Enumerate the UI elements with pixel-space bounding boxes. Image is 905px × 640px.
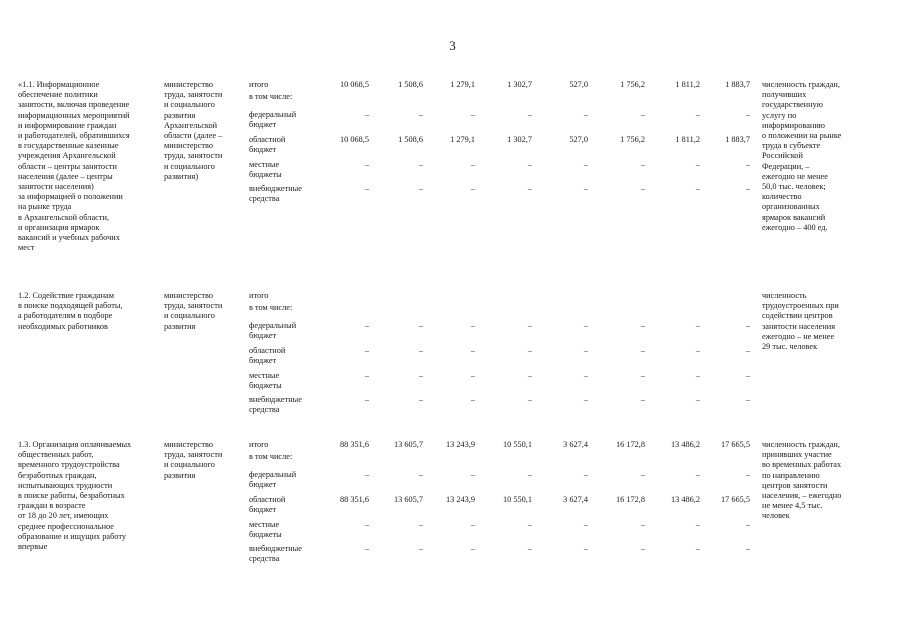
text-line: впервые [18, 542, 48, 552]
text-line: занятости, включая проведение [18, 100, 130, 110]
text-line: бюджеты [249, 170, 282, 180]
text-line: занятости населения [762, 321, 836, 331]
text-line: 1.2. Содействие гражданам [18, 291, 114, 300]
funding-value: – [640, 520, 645, 529]
funding-value: – [583, 371, 588, 380]
funding-source-label [249, 92, 331, 102]
funding-value: – [418, 160, 423, 169]
funding-source-label [249, 303, 331, 313]
funding-value: – [583, 321, 588, 330]
funding-value: – [527, 346, 532, 355]
text-line: в том числе: [249, 92, 293, 101]
text-line: «1.1. Информационное [18, 80, 100, 89]
funding-value: – [745, 544, 750, 553]
funding-value: – [364, 470, 369, 479]
text-line: безработных граждан, [18, 470, 97, 480]
funding-value: – [418, 544, 423, 553]
funding-value: 1 811,2 [675, 80, 700, 89]
funding-value: – [695, 321, 700, 330]
funding-value: – [470, 110, 475, 119]
text-line: итого [249, 440, 269, 449]
funding-value: – [695, 395, 700, 404]
funding-value: – [418, 346, 423, 355]
text-line: федеральный [249, 470, 297, 479]
funding-source-label [249, 452, 331, 462]
funding-value: – [470, 371, 475, 380]
funding-value: – [418, 110, 423, 119]
text-line: в том числе: [249, 452, 293, 461]
text-line: во временных работах [762, 460, 842, 470]
text-line: и социального [164, 311, 215, 321]
text-line: областной [249, 495, 286, 504]
text-line: временного трудоустройства [18, 460, 120, 470]
text-line: труда, занятости [164, 90, 223, 100]
funding-value: – [527, 470, 532, 479]
text-line: труда в субъекте [762, 141, 821, 151]
text-line: внебюджетные [249, 544, 302, 553]
text-line: Российской [762, 151, 803, 161]
funding-value: – [527, 544, 532, 553]
text-line: бюджет [249, 480, 277, 490]
text-line: обеспечение политики [18, 90, 98, 100]
text-line: численность граждан, [762, 440, 840, 449]
funding-value: – [640, 321, 645, 330]
funding-value: 1 756,2 [620, 135, 645, 144]
funding-value: – [640, 184, 645, 193]
text-line: внебюджетные [249, 395, 302, 404]
funding-value: 17 665,5 [720, 440, 750, 449]
text-line: средства [249, 194, 280, 204]
text-line: местные [249, 160, 280, 169]
funding-value: 1 883,7 [725, 135, 750, 144]
text-line: испытывающих трудности [18, 480, 113, 490]
funding-value: – [364, 346, 369, 355]
text-line: населения, – ежегодно [762, 491, 842, 501]
text-line: в Архангельской области, [18, 212, 109, 222]
text-line: среднее профессиональное [18, 521, 114, 531]
funding-value: – [583, 470, 588, 479]
funding-value: 10 068,5 [339, 80, 369, 89]
funding-value: – [745, 520, 750, 529]
text-line: и работодателей, обратившихся [18, 131, 130, 141]
funding-value: – [470, 395, 475, 404]
funding-value: 88 351,6 [339, 495, 369, 504]
text-line: трудоустроенных при [762, 301, 839, 311]
funding-value: – [364, 544, 369, 553]
funding-value: 10 550,1 [502, 440, 532, 449]
funding-value: – [583, 544, 588, 553]
funding-value: 1 279,1 [450, 135, 475, 144]
text-line: государственную [762, 100, 823, 110]
text-line: министерство [164, 80, 214, 89]
funding-value: – [640, 544, 645, 553]
funding-value: – [695, 470, 700, 479]
text-line: области (далее – [164, 131, 223, 141]
text-line: средства [249, 554, 280, 564]
text-line: бюджет [249, 145, 277, 155]
text-line: в поиске работы, безработных [18, 491, 125, 501]
text-line: Архангельской [164, 120, 218, 130]
text-line: ярмарок вакансий [762, 212, 826, 222]
funding-value: – [695, 371, 700, 380]
funding-value: – [745, 346, 750, 355]
funding-value: 3 627,4 [563, 495, 588, 504]
funding-value: – [470, 520, 475, 529]
funding-value: – [418, 520, 423, 529]
funding-value: – [583, 184, 588, 193]
text-line: в том числе: [249, 303, 293, 312]
text-line: вакансий и учебных рабочих [18, 233, 120, 243]
executor [164, 80, 246, 182]
funding-value: – [470, 160, 475, 169]
funding-value: – [745, 160, 750, 169]
funding-value: – [640, 346, 645, 355]
text-line: и социального [164, 161, 215, 171]
funding-value: – [418, 321, 423, 330]
funding-value: 1 508,6 [398, 135, 423, 144]
text-line: федеральный [249, 321, 297, 330]
text-line: бюджет [249, 356, 277, 366]
text-line: труда, занятости [164, 151, 223, 161]
text-line: труда, занятости [164, 301, 223, 311]
text-line: на рынке труда [18, 202, 72, 212]
text-line: внебюджетные [249, 184, 302, 193]
text-line: ежегодно не менее [762, 171, 828, 181]
funding-value: – [364, 160, 369, 169]
funding-value: 88 351,6 [339, 440, 369, 449]
text-line: местные [249, 520, 280, 529]
text-line: и социального [164, 100, 215, 110]
text-line: итого [249, 80, 269, 89]
text-line: по направлению [762, 470, 820, 480]
funding-value: – [695, 520, 700, 529]
funding-value: – [640, 470, 645, 479]
text-line: областной [249, 135, 286, 144]
funding-value: – [364, 520, 369, 529]
text-line: содействии центров [762, 311, 833, 321]
funding-value: 1 811,2 [675, 135, 700, 144]
executor [164, 291, 246, 332]
funding-value: – [583, 160, 588, 169]
text-line: развития [164, 321, 196, 331]
measure-description [18, 80, 158, 253]
text-line: и социального [164, 460, 215, 470]
funding-value: – [583, 110, 588, 119]
funding-value: – [364, 110, 369, 119]
text-line: и информирование граждан [18, 120, 117, 130]
funding-value: – [527, 520, 532, 529]
funding-value: – [527, 395, 532, 404]
funding-value: 13 243,9 [445, 440, 475, 449]
measure-description [18, 440, 158, 552]
funding-source-label [249, 291, 331, 301]
text-line: 1.3. Организация оплачиваемых [18, 440, 132, 449]
funding-value: 17 665,5 [720, 495, 750, 504]
funding-value: – [640, 110, 645, 119]
text-line: необходимых работников [18, 321, 108, 331]
target-indicator [762, 440, 890, 522]
funding-value: 13 605,7 [393, 440, 423, 449]
text-line: развития [164, 110, 196, 120]
funding-value: 527,0 [569, 135, 588, 144]
text-line: бюджеты [249, 530, 282, 540]
funding-value: – [695, 346, 700, 355]
text-line: не менее 4,5 тыс. [762, 501, 823, 511]
funding-value: – [527, 321, 532, 330]
text-line: ежегодно – не менее [762, 331, 835, 341]
funding-value: – [527, 184, 532, 193]
funding-value: 16 172,8 [615, 440, 645, 449]
text-line: и организация ярмарок [18, 222, 100, 232]
text-line: образование и ищущих работу [18, 531, 127, 541]
funding-value: – [583, 520, 588, 529]
text-line: мест [18, 243, 35, 253]
text-line: Федерации, – [762, 161, 810, 171]
funding-value: – [470, 321, 475, 330]
funding-value: – [640, 395, 645, 404]
measure-description [18, 291, 158, 332]
funding-value: – [583, 395, 588, 404]
funding-value: – [640, 160, 645, 169]
text-line: населения (далее – центры [18, 171, 113, 181]
funding-value: – [583, 346, 588, 355]
funding-value: 13 243,9 [445, 495, 475, 504]
text-line: министерство [164, 291, 214, 300]
funding-value: – [364, 395, 369, 404]
text-line: областной [249, 346, 286, 355]
funding-value: – [695, 160, 700, 169]
funding-value: 1 508,6 [398, 80, 423, 89]
funding-value: – [470, 346, 475, 355]
text-line: ежегодно – 400 ед. [762, 222, 828, 232]
funding-value: 527,0 [569, 80, 588, 89]
text-line: занятости населения) [18, 182, 94, 192]
text-line: от 18 до 20 лет, имеющих [18, 511, 109, 521]
funding-value: 1 279,1 [450, 80, 475, 89]
text-line: в поиске подходящей работы, [18, 301, 123, 311]
funding-value: 13 605,7 [393, 495, 423, 504]
text-line: центров занятости [762, 480, 828, 490]
page-number: 3 [449, 38, 456, 53]
executor [164, 440, 246, 481]
funding-value: 13 486,2 [670, 495, 700, 504]
text-line: численность [762, 291, 807, 300]
funding-value: – [527, 160, 532, 169]
text-line: бюджеты [249, 381, 282, 391]
funding-value: – [745, 321, 750, 330]
text-line: информационных мероприятий [18, 110, 130, 120]
funding-value: – [364, 321, 369, 330]
funding-value: 1 302,7 [507, 80, 532, 89]
funding-value: – [695, 184, 700, 193]
funding-value: – [418, 470, 423, 479]
funding-value: – [745, 395, 750, 404]
funding-value: 3 627,4 [563, 440, 588, 449]
text-line: 50,0 тыс. человек; [762, 182, 826, 192]
funding-value: – [470, 184, 475, 193]
target-indicator [762, 291, 890, 352]
text-line: бюджет [249, 120, 277, 130]
funding-value: – [470, 544, 475, 553]
funding-value: 16 172,8 [615, 495, 645, 504]
text-line: труда, занятости [164, 450, 223, 460]
text-line: в государственные казенные [18, 141, 119, 151]
funding-value: 1 883,7 [725, 80, 750, 89]
text-line: о положении на рынке [762, 131, 842, 141]
funding-value: – [745, 371, 750, 380]
text-line: учреждения Архангельской [18, 151, 116, 161]
text-line: услугу по [762, 110, 797, 120]
text-line: области – центры занятости [18, 161, 117, 171]
text-line: бюджет [249, 505, 277, 515]
funding-value: – [745, 470, 750, 479]
text-line: бюджет [249, 331, 277, 341]
funding-value: – [364, 184, 369, 193]
text-line: 29 тыс. человек [762, 342, 818, 352]
funding-value: – [364, 371, 369, 380]
funding-value: – [695, 110, 700, 119]
text-line: местные [249, 371, 280, 380]
funding-value: – [418, 184, 423, 193]
funding-value: – [527, 110, 532, 119]
funding-value: 13 486,2 [670, 440, 700, 449]
funding-value: – [418, 395, 423, 404]
text-line: принявших участие [762, 450, 832, 460]
text-line: численность граждан, [762, 80, 840, 89]
funding-value: – [527, 371, 532, 380]
funding-value: – [695, 544, 700, 553]
text-line: федеральный [249, 110, 297, 119]
funding-value: 1 756,2 [620, 80, 645, 89]
text-line: развития [164, 470, 196, 480]
text-line: за информацией о положении [18, 192, 123, 202]
text-line: средства [249, 405, 280, 415]
text-line: а работодателям в подборе [18, 311, 113, 321]
funding-value: – [470, 470, 475, 479]
text-line: министерство [164, 440, 214, 449]
funding-value: – [640, 371, 645, 380]
funding-value: – [745, 110, 750, 119]
target-indicator [762, 80, 890, 233]
funding-value: – [745, 184, 750, 193]
text-line: общественных работ, [18, 450, 94, 460]
text-line: информированию [762, 120, 825, 130]
text-line: министерство [164, 141, 214, 151]
funding-value: 1 302,7 [507, 135, 532, 144]
text-line: получивших [762, 90, 807, 100]
text-line: количество [762, 192, 802, 202]
funding-value: 10 068,5 [339, 135, 369, 144]
text-line: итого [249, 291, 269, 300]
funding-value: – [418, 371, 423, 380]
funding-value: 10 550,1 [502, 495, 532, 504]
text-line: организованных [762, 202, 820, 212]
text-line: граждан в возрасте [18, 501, 86, 511]
text-line: человек [762, 511, 790, 521]
text-line: развития) [164, 171, 199, 181]
